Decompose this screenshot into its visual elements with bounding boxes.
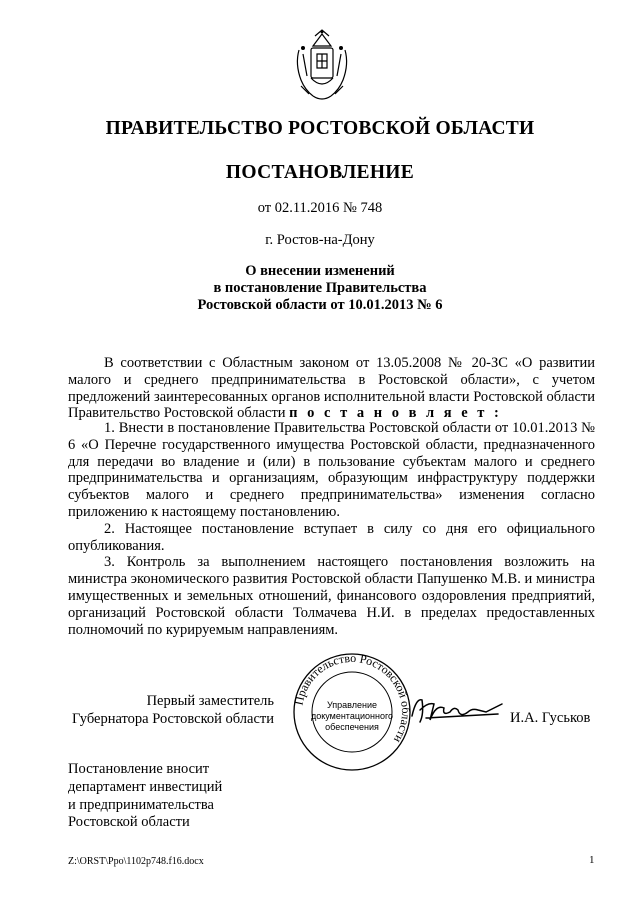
decree-subject (0, 263, 640, 314)
subject-line-1: О внесении изменений (245, 263, 395, 279)
page-number: 1 (589, 854, 595, 866)
decree-items (68, 420, 595, 638)
stamp-line-3: обеспечения (325, 722, 379, 732)
signatory-title-line-2: Губернатора Ростовской области (71, 711, 274, 727)
subject-line-3: Ростовской области от 10.01.2013 № 6 (197, 297, 443, 313)
stamp-ring-text: Правительство Ростовской области (291, 652, 414, 746)
signatory-title (68, 692, 274, 728)
signatory-title-line-1: Первый заместитель (146, 693, 274, 709)
introduced-by-line-4: Ростовской области (68, 814, 190, 831)
coat-of-arms-icon (293, 28, 351, 104)
introduced-by-line-3: и предпринимательства (68, 796, 214, 813)
decree-item-1: 1. Внести в постановление Правительства Ростовской области от 10.01.2013 № 6 «О Перечне государственного имущества Ростовской области, предназначенного для передачи во владение и (или) в пользование субъектам малого и среднего предпринимательства и организациям, образующим инфраструктуру поддержки субъектов малого и среднего предпринимательства» изменения согласно приложению к настоящему постановлению. (68, 420, 595, 520)
government-name: ПРАВИТЕЛЬСТВО РОСТОВСКОЙ ОБЛАСТИ (105, 118, 535, 139)
resolves-word: п о с т а н о в л я е т : (289, 405, 502, 422)
stamp-line-1: Управление (326, 700, 378, 710)
introduced-by-line-1: Постановление вносит (68, 761, 210, 777)
decree-date-number: от 02.11.2016 № 748 (257, 200, 383, 216)
city-name: г. Ростов-на-Дону (265, 232, 375, 248)
preamble (68, 355, 595, 422)
preamble-paragraph (68, 355, 595, 422)
stamp-line-2: документационного (310, 711, 394, 721)
document-type: ПОСТАНОВЛЕНИЕ (225, 162, 415, 183)
introduced-by-line-2: департамент инвестиций (68, 778, 223, 795)
decree-item-2: 2. Настоящее постановление вступает в силу со дня его официального опубликования. (68, 520, 595, 554)
preamble-text: В соответствии с Областным законом от 13.05.2008 № 20-ЗС «О развитии малого и среднего предпринимательства в Ростовской области», с учетом предложений заинтересованных органов исполнительной власти Ростовской области Правительство Ростовской области (68, 355, 595, 422)
subject-line-2: в постановление Правительства (213, 280, 427, 296)
handwritten-signature (406, 690, 506, 730)
decree-item-3: 3. Контроль за выполнением настоящего постановления возложить на министра экономического развития Ростовской области Папушенко М.В. и министра имущественных и земельных отношений, финансового оздоровления предприятий, организаций Ростовской области Толмачева Н.И. в пределах предоставленных полномочий по курируемым направлениям. (68, 554, 595, 638)
file-path: Z:\ORST\Ppo\1102p748.f16.docx (68, 856, 204, 867)
introduced-by (68, 761, 308, 832)
official-stamp (284, 652, 420, 772)
signatory-name: И.А. Гуськов (510, 710, 591, 726)
